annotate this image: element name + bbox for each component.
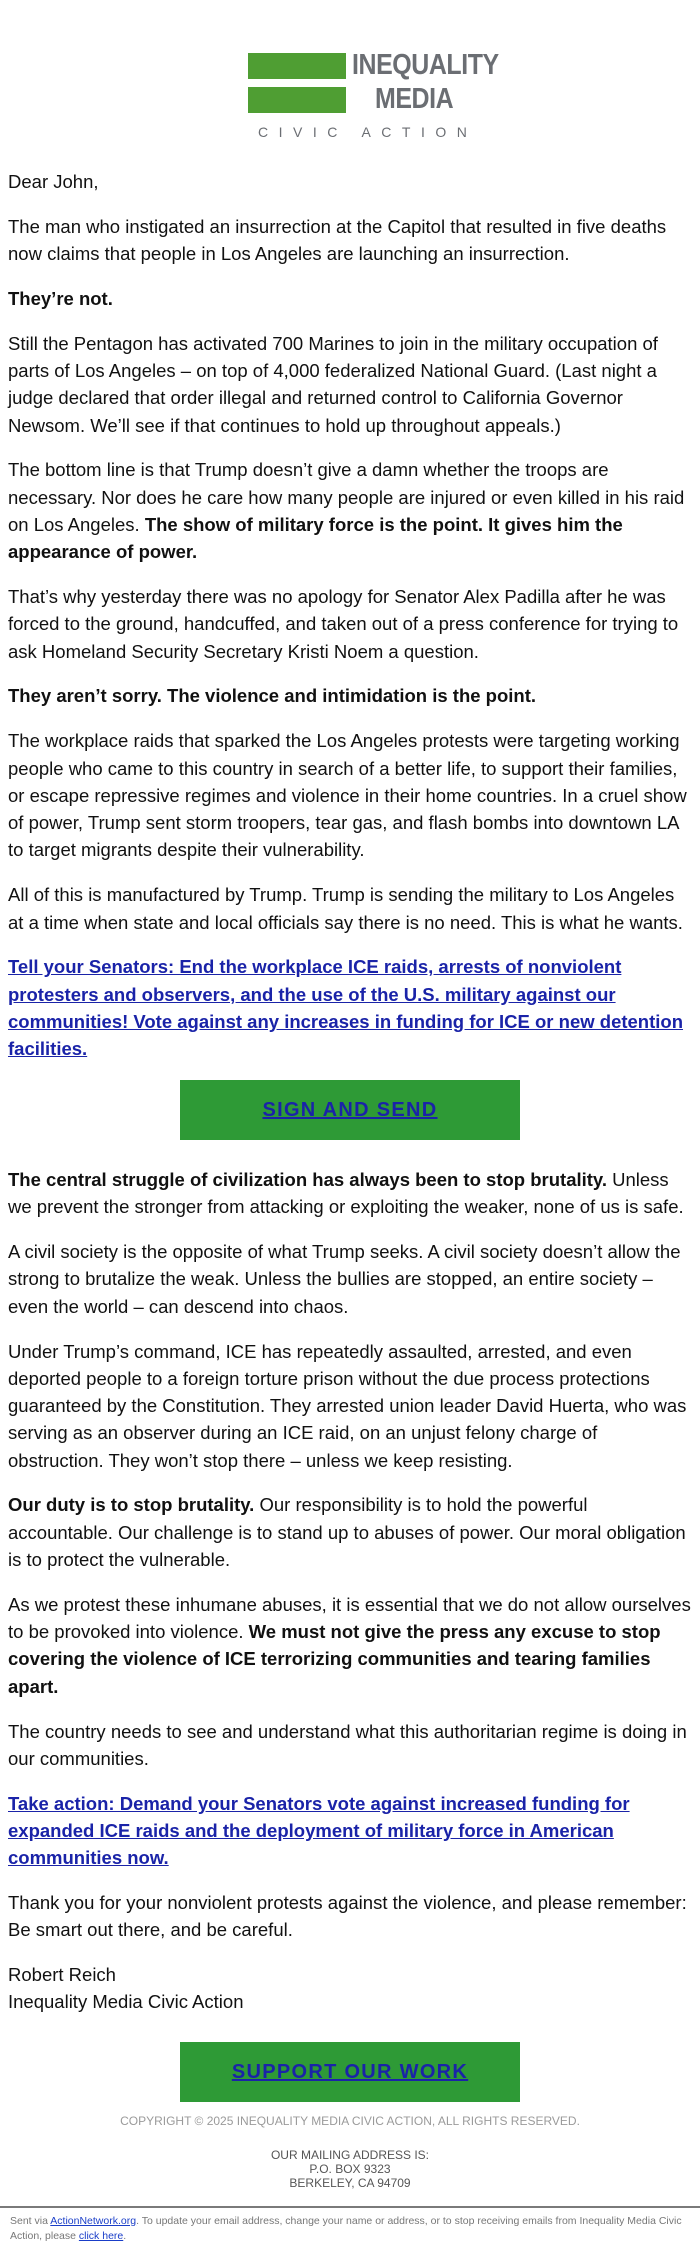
action-link-1-wrap — [8, 953, 692, 1062]
paragraph-1: The man who instigated an insurrection at the Capitol that resulted in five deaths now claims that people in Los Angeles are launching an insurrection. — [8, 215, 667, 265]
action-link-senators[interactable]: Tell your Senators: End the workplace ICE raids, arrests of nonviolent protesters and observers, and the use of the U.S. military against our communities! Vote against any increases in funding for ICE or new detention facilities. — [8, 956, 684, 1060]
paragraph-8: All of this is manufactured by Trump. Trump is sending the military to Los Angeles at a time when state and local officials say there is no need. This is what he wants. — [8, 884, 683, 933]
action-link-take-action[interactable]: Take action: Demand your Senators vote against increased funding for expanded ICE raids and the deployment of military force in American communities now. — [8, 1792, 630, 1869]
support-our-work-wrap — [8, 2042, 692, 2102]
support-our-work-button[interactable]: SUPPORT OUR WORK — [180, 2042, 520, 2102]
paragraph-12-bold: Our duty is to stop brutality. — [8, 1494, 255, 1516]
paragraph-11: Under Trump’s command, ICE has repeatedly assaulted, arrested, and even deported people to a foreign torture prison without the due process protections guaranteed by the Constitution. They arrested union leader David Huerta, who was serving as an observer during an ICE raid, on an unjust felony charge of obstruction. They won’t stop there – unless we keep resisting. — [8, 1340, 687, 1471]
paragraph-4-text: The bottom line is that Trump doesn’t give a damn whether the troops are necessary. Nor does he care how many people are injured or even killed in his raid on Los Angeles. — [8, 459, 685, 535]
paragraph-9-bold: The central struggle of civilization has always been to stop brutality. — [8, 1169, 607, 1191]
greeting: Dear John, — [8, 171, 99, 192]
po-box: P.O. BOX 9323 — [309, 2162, 391, 2176]
sent-suffix: . — [123, 2230, 127, 2242]
paragraph-10: A civil society is the opposite of what Trump seeks. A civil society doesn’t allow the strong to brutalize the weak. Unless the bullies are stopped, an entire society – even the world – can descend into chaos. — [8, 1241, 681, 1317]
sign-and-send-wrap — [8, 1080, 692, 1140]
paragraph-4-bold: The show of military force is the point. It gives him the appearance of power. — [8, 513, 623, 563]
paragraph-2-bold: They’re not. — [8, 287, 113, 309]
paragraph-3: Still the Pentagon has activated 700 Marines to join in the military occupation of parts of Los Angeles – on top of 4,000 federalized National Guard. (Last night a judge declared that order illegal and returned control to California Governor Newsom. We’ll see if that continues to hold up throughout appeals.) — [8, 332, 658, 436]
paragraph-13 — [8, 1591, 692, 1700]
action-link-2-wrap — [8, 1790, 692, 1872]
paragraph-5: That’s why yesterday there was no apology for Senator Alex Padilla after he was forced to the ground, handcuffed, and taken out of a press conference for trying to ask Homeland Security Secretary Kristi Noem a question. — [8, 586, 679, 662]
paragraph-9-text: Unless we prevent the stronger from attacking or exploiting the weaker, none of us is safe. — [8, 1169, 684, 1218]
paragraph-4 — [8, 456, 692, 565]
inequality-media-logo — [248, 49, 499, 140]
logo-word-media: MEDIA — [375, 83, 454, 115]
actionnetwork-link[interactable]: ActionNetwork.org — [50, 2215, 137, 2227]
signature — [8, 1961, 692, 2016]
signature-name: Robert Reich — [8, 1964, 116, 1986]
paragraph-12 — [8, 1491, 692, 1573]
email-body — [8, 168, 692, 2128]
sign-and-send-button[interactable]: SIGN AND SEND — [180, 1080, 520, 1140]
sent-prefix: Sent via — [10, 2215, 51, 2227]
footer-divider — [0, 2206, 700, 2208]
logo-word-inequality: INEQUALITY — [352, 49, 499, 81]
paragraph-15: Thank you for your nonviolent protests against the violence, and please remember: Be smart out there, and be careful. — [8, 1892, 687, 1941]
paragraph-14: The country needs to see and understand what this authoritarian regime is doing in our communities. — [8, 1720, 687, 1769]
mailing-address — [0, 2148, 700, 2190]
paragraph-12-text: Our responsibility is to hold the powerful accountable. Our challenge is to stand up to abuses of power. Our moral obligation is to protect the vulnerable. — [8, 1494, 686, 1571]
paragraph-13-text: As we protest these inhumane abuses, it is essential that we do not allow ourselves to be provoked into violence. — [8, 1593, 691, 1643]
paragraph-6 — [8, 682, 692, 709]
click-here-link[interactable]: click here — [78, 2230, 124, 2242]
paragraph-9 — [8, 1166, 692, 1221]
logo-bar-top — [248, 53, 346, 79]
paragraph-6-bold: They aren’t sorry. The violence and intimidation is the point. — [8, 685, 537, 707]
paragraph-13-bold: We must not give the press any excuse to stop covering the violence of ICE terrorizing communities and tearing families apart. — [8, 1621, 661, 1697]
sent-via-notice — [10, 2214, 690, 2244]
logo-subtitle: CIVIC ACTION — [258, 124, 478, 140]
sent-middle: . To update your email address, change your name or address, or to stop receiving emails from Inequality Media Civic Action, please — [10, 2215, 682, 2242]
paragraph-2 — [8, 285, 692, 312]
paragraph-7: The workplace raids that sparked the Los Angeles protests were targeting working people who came to this country in search of a better life, to support their families, or escape repressive regimes and violence in their home countries. In a cruel show of power, Trump sent storm troopers, tear gas, and flash bombs into downtown LA to target migrants despite their vulnerability. — [8, 730, 687, 861]
signature-org: Inequality Media Civic Action — [8, 1991, 244, 2013]
city-line: BERKELEY, CA 94709 — [289, 2176, 411, 2190]
copyright-footer: COPYRIGHT © 2025 INEQUALITY MEDIA CIVIC ACTION, ALL RIGHTS RESERVED. — [120, 2114, 580, 2128]
logo-bar-bottom — [248, 87, 346, 113]
mailing-label: OUR MAILING ADDRESS IS: — [270, 2148, 430, 2162]
